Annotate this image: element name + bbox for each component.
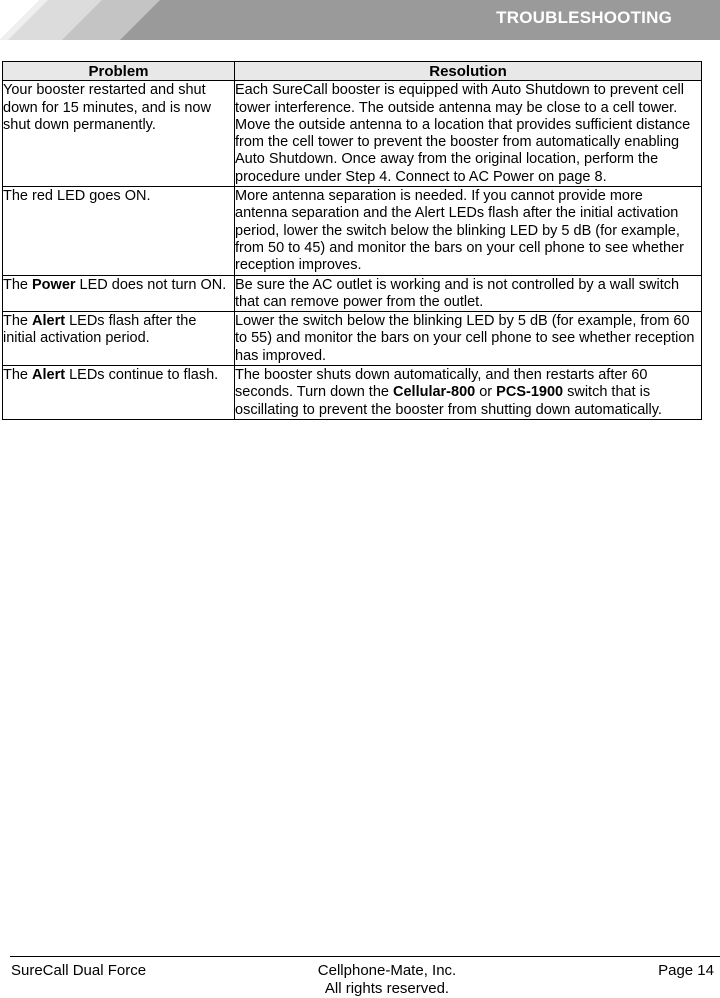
bold-term: PCS-1900 (496, 384, 564, 401)
footer-page-number: Page 14 (658, 962, 714, 979)
bold-term: Alert (32, 313, 66, 330)
text-run: The (3, 276, 33, 293)
table-body (3, 81, 702, 420)
section-title: TROUBLESHOOTING (496, 8, 672, 27)
text-run: LEDs continue to flash. (65, 367, 219, 384)
problem-cell (3, 366, 235, 420)
column-header-resolution: Resolution (235, 62, 702, 81)
text-run: The booster shuts down automatically, and then restarts after 60 seconds. Turn down the (235, 367, 648, 401)
resolution-cell (235, 312, 702, 366)
text-run: Be sure the AC outlet is working and is not controlled by a wall switch that can remove power from the outlet. (235, 276, 680, 310)
footer-divider (10, 956, 720, 957)
table-row (3, 275, 702, 312)
resolution-cell (235, 187, 702, 275)
text-run: Lower the switch below the blinking LED by 5 dB (for example, from 60 to 55) and monitor the bars on your cell phone to see whether reception has improved. (235, 313, 695, 364)
text-run: The (3, 367, 33, 384)
text-run: switch that is oscillating to prevent the booster from shutting down automatically. (235, 384, 662, 418)
text-run: Your booster restarted and shut down for 15 minutes, and is now shut down permanently. (3, 82, 211, 133)
column-header-problem: Problem (3, 62, 235, 81)
text-run: LEDs flash after the initial activation period. (3, 313, 197, 347)
footer-rights: All rights reserved. (324, 980, 450, 997)
text-run: or (475, 384, 497, 401)
table-row (3, 366, 702, 420)
text-run: The red LED goes ON. (3, 188, 151, 205)
problem-cell (3, 312, 235, 366)
footer-company (253, 962, 521, 998)
text-run: The (3, 313, 33, 330)
text-run: Each SureCall booster is equipped with Auto Shutdown to prevent cell tower interference. The outside antenna may be close to a cell tower. Move the outside antenna to a location that provides sufficient distance from the cell tower to prevent the booster from automatically enabling Auto Shutdown. Once away from the original location, perform the procedure under Step 4. Connect to AC Power on page 8. (235, 82, 691, 185)
page-header-banner (0, 0, 720, 40)
table-row (3, 81, 702, 187)
bold-term: Alert (32, 367, 66, 384)
resolution-cell (235, 81, 702, 187)
problem-cell (3, 187, 235, 275)
resolution-cell (235, 275, 702, 312)
problem-cell (3, 81, 235, 187)
bold-term: Power (32, 276, 76, 293)
troubleshooting-table (2, 61, 702, 420)
footer-company-name: Cellphone-Mate, Inc. (317, 962, 457, 979)
table-row (3, 312, 702, 366)
table-row (3, 187, 702, 275)
resolution-cell (235, 366, 702, 420)
text-run: More antenna separation is needed. If you cannot provide more antenna separation and the Alert LEDs flash after the initial activation period, lower the switch below the blinking LED by 5 dB (for example, from 50 to 45) and monitor the bars on your cell phone to see whether reception improves. (235, 188, 684, 274)
text-run: LED does not turn ON. (75, 276, 227, 293)
footer-product-name: SureCall Dual Force (11, 962, 147, 979)
bold-term: Cellular-800 (393, 384, 476, 401)
table-header-row (3, 62, 702, 81)
problem-cell (3, 275, 235, 312)
